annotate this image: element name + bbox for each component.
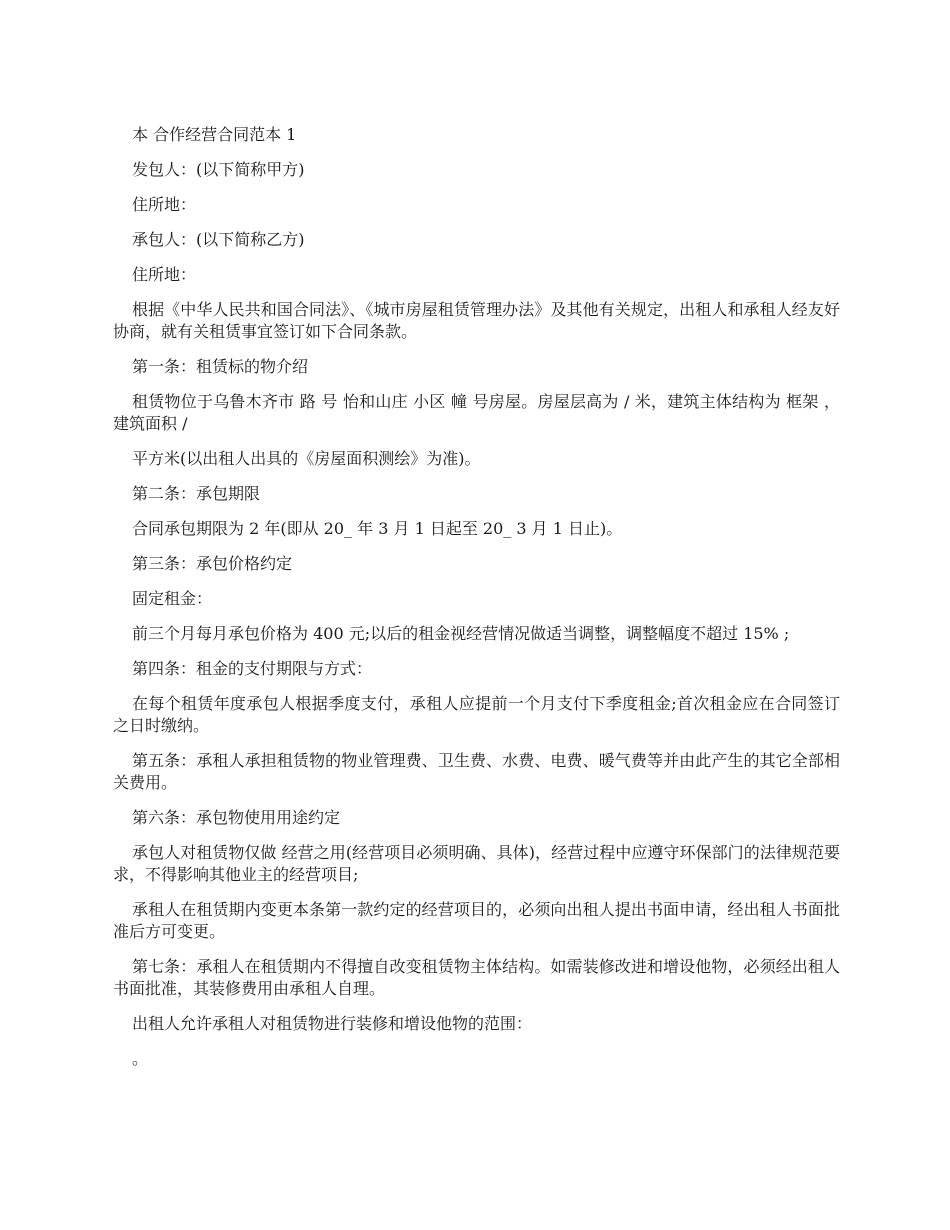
party-a-line: 发包人：(以下简称甲方) — [132, 160, 305, 179]
article-7-paragraph: 第七条：承租人在租赁期内不得擅自改变租赁物主体结构。如需装修改进和增设他物，必须经出租人书面批准，其装修费用由承租人自理。 — [113, 957, 840, 998]
fixed-rent-label: 固定租金： — [132, 589, 213, 608]
party-b-line: 承包人：(以下简称乙方) — [132, 230, 305, 249]
article-1-body-continued: 平方米(以出租人出具的《房屋面积测绘》为准)。 — [132, 449, 481, 468]
party-a-address: 住所地： — [132, 195, 197, 214]
document-body — [113, 124, 840, 1083]
document-title: 本 合作经营合同范本 1 — [132, 125, 297, 144]
article-4-body: 在每个租赁年度承包人根据季度支付，承租人应提前一个月支付下季度租金;首次租金应在合同签订之日时缴纳。 — [113, 694, 840, 735]
article-3-heading: 第三条：承包价格约定 — [132, 554, 293, 573]
renovation-scope-line: 出租人允许承租人对租赁物进行装修和增设他物的范围： — [132, 1014, 533, 1033]
article-1-body: 租赁物位于乌鲁木齐市 路 号 怡和山庄 小区 幢 号房屋。房屋层高为 / 米，建筑主体结构为 框架 ，建筑面积 / — [113, 392, 840, 433]
article-6-body: 承包人对租赁物仅做 经营之用(经营项目必须明确、具体)，经营过程中应遵守环保部门的法律规范要求，不得影响其他业主的经营项目; — [113, 843, 840, 884]
article-5-paragraph: 第五条：承租人承担租赁物的物业管理费、卫生费、水费、电费、暖气费等并由此产生的其它全部相关费用。 — [113, 751, 840, 792]
article-6-body-2: 承租人在租赁期内变更本条第一款约定的经营项目的，必须向出租人提出书面申请，经出租人书面批准后方可变更。 — [113, 900, 840, 941]
article-2-body: 合同承包期限为 2 年(即从 20_ 年 3 月 1 日起至 20_ 3 月 1 日止)。 — [132, 519, 623, 538]
preamble-paragraph: 根据《中华人民共和国合同法》、《城市房屋租赁管理办法》及其他有关规定，出租人和承租人经友好协商，就有关租赁事宜签订如下合同条款。 — [113, 300, 840, 341]
article-1-heading: 第一条：租赁标的物介绍 — [132, 357, 309, 376]
trailing-period: 。 — [132, 1049, 149, 1068]
article-2-heading: 第二条：承包期限 — [132, 484, 261, 503]
article-4-heading: 第四条：租金的支付期限与方式： — [132, 659, 373, 678]
article-6-heading: 第六条：承包物使用用途约定 — [132, 808, 341, 827]
article-3-body: 前三个月每月承包价格为 400 元;以后的租金视经营情况做适当调整，调整幅度不超过 15% ; — [132, 624, 790, 643]
party-b-address: 住所地： — [132, 265, 197, 284]
